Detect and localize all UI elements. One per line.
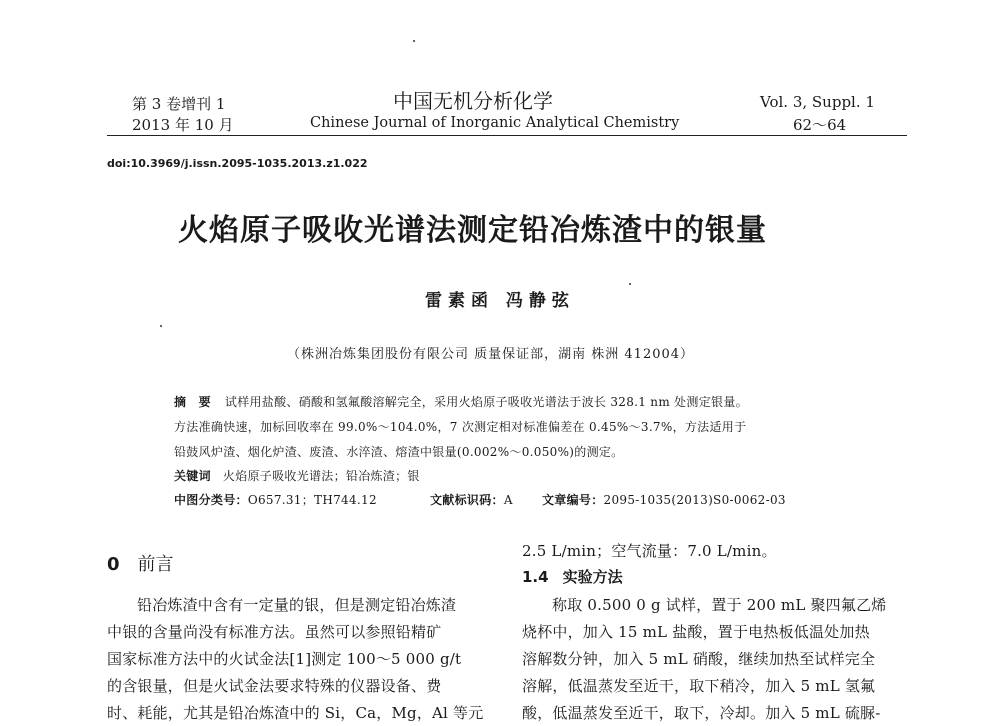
authors: 雷素函 冯静弦: [425, 291, 575, 311]
classification-row: [174, 491, 377, 508]
affiliation: （株洲冶炼集团股份有限公司 质量保证部，湖南 株洲 412004）: [287, 347, 695, 362]
keywords-label: 关键词: [174, 469, 211, 483]
abstract-line-2: 方法准确快速，加标回收率在 99.0%～104.0%，7 次测定相对标准偏差在 0.45%～3.7%，方法适用于: [174, 420, 747, 434]
left-body-line-4: 的含银量，但是火试金法要求特殊的仪器设备、费: [107, 677, 442, 695]
clc-label: 中图分类号：: [174, 493, 248, 507]
subsection-title: 实验方法: [562, 568, 623, 586]
article-number: [542, 491, 786, 508]
doi: doi:10.3969/j.issn.2095-1035.2013.z1.022: [107, 157, 368, 170]
doc-code-value: A: [503, 493, 513, 507]
header-rule: [107, 135, 907, 136]
left-body-line-1: 铅冶炼渣中含有一定量的银，但是测定铅冶炼渣: [137, 596, 457, 614]
keywords-text: 火焰原子吸收光谱法；铅冶炼渣；银: [222, 469, 420, 483]
abstract-line-1: 摘 要 试样用盐酸、硝酸和氢氟酸溶解完全，采用火焰原子吸收光谱法于波长 328.1 nm 处测定银量。: [174, 395, 748, 409]
header-journal-cn: 中国无机分析化学: [393, 89, 553, 113]
scan-speck: [629, 283, 631, 285]
header-journal-en: Chinese Journal of Inorganic Analytical Chemistry: [310, 115, 680, 131]
doc-code-label: 文献标识码：: [430, 493, 504, 507]
right-body-first-line: 2.5 L/min；空气流量：7.0 L/min。: [522, 542, 777, 560]
right-body-line-4: 溶解，低温蒸发至近干，取下稍冷，加入 5 mL 氢氟: [522, 677, 876, 695]
header-date: 2013 年 10 月: [132, 116, 234, 134]
keywords: [174, 467, 420, 484]
header-volume-issue: 第 3 卷增刊 1: [132, 95, 226, 113]
section-number: 0: [107, 554, 120, 575]
header-pages: 62～64: [793, 116, 847, 134]
paper-title: 火焰原子吸收光谱法测定铅冶炼渣中的银量: [178, 213, 767, 248]
header-volume-en: Vol. 3, Suppl. 1: [760, 93, 875, 111]
subsection-number: 1.4: [522, 568, 549, 586]
scan-speck: [160, 325, 162, 327]
section-heading-intro: [107, 550, 174, 576]
section-title: 前言: [137, 554, 174, 575]
left-body-line-2: 中银的含量尚没有标准方法。虽然可以参照铅精矿: [107, 623, 442, 641]
doc-code: [430, 491, 513, 508]
clc-value: O657.31；TH744.12: [247, 493, 377, 507]
right-body-line-2: 烧杯中，加入 15 mL 盐酸，置于电热板低温处加热: [522, 623, 870, 641]
right-body-line-3: 溶解数分钟，加入 5 mL 硝酸，继续加热至试样完全: [522, 650, 876, 668]
right-body-line-5: 酸，低温蒸发至近干，取下，冷却。加入 5 mL 硫脲-: [522, 704, 881, 722]
article-number-value: 2095-1035(2013)S0-0062-03: [603, 493, 786, 507]
right-body-line-1: 称取 0.500 0 g 试样，置于 200 mL 聚四氟乙烯: [552, 596, 887, 614]
abstract-label: 摘 要: [174, 395, 211, 409]
article-number-label: 文章编号：: [542, 493, 604, 507]
left-body-line-5: 时、耗能，尤其是铅冶炼渣中的 Si，Ca，Mg，Al 等元: [107, 704, 484, 722]
abstract-line-3: 铅鼓风炉渣、烟化炉渣、废渣、水淬渣、熔渣中银量(0.002%～0.050%)的测定。: [174, 445, 624, 459]
scan-speck: [413, 40, 415, 42]
subsection-heading: [522, 566, 623, 587]
left-body-line-3: 国家标准方法中的火试金法[1]测定 100～5 000 g/t: [107, 650, 462, 668]
